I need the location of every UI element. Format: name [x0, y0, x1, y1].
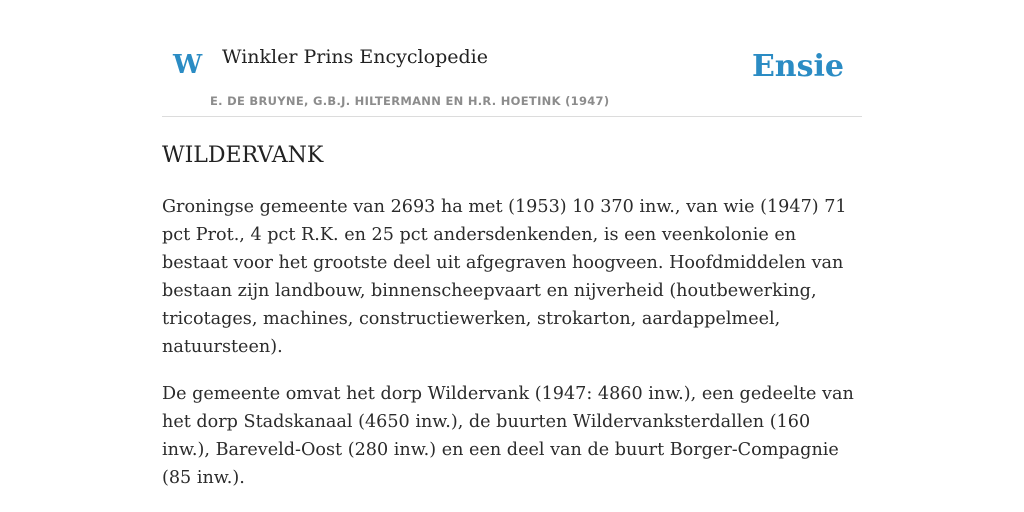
ensie-brand-link[interactable]: Ensie — [751, 49, 844, 84]
encyclopedia-logo[interactable]: W — [173, 50, 203, 80]
article-paragraph: Groningse gemeente van 2693 ha met (1953) 10 370 inw., van wie (1947) 71 pct Prot., 4 pct R.K. en 25 pct andersdenkenden, is een veenkolonie en bestaat voor het grootste deel uit afgegraven hoogveen. Hoofdmiddelen van bestaan zijn landbouw, binnenscheepvaart en nijverheid (houtbewerking, tricotages, machines, constructiewerken, strokarton, aardappelmeel, natuursteen). — [162, 197, 847, 357]
authors-credit: E. DE BRUYNE, G.B.J. HILTERMANN EN H.R. HOETINK (1947) — [210, 94, 610, 108]
site-title-link[interactable]: Winkler Prins Encyclopedie — [222, 46, 488, 68]
entry-title: WILDERVANK — [162, 143, 324, 168]
page — [162, 0, 862, 492]
article-paragraph: De gemeente omvat het dorp Wildervank (1947: 4860 inw.), een gedeelte van het dorp Stadskanaal (4650 inw.), de buurten Wildervanksterdallen (160 inw.), Bareveld-Oost (280 inw.) en een deel van de buurt Borger-Compagnie (85 inw.). — [162, 384, 854, 488]
header — [162, 0, 862, 117]
